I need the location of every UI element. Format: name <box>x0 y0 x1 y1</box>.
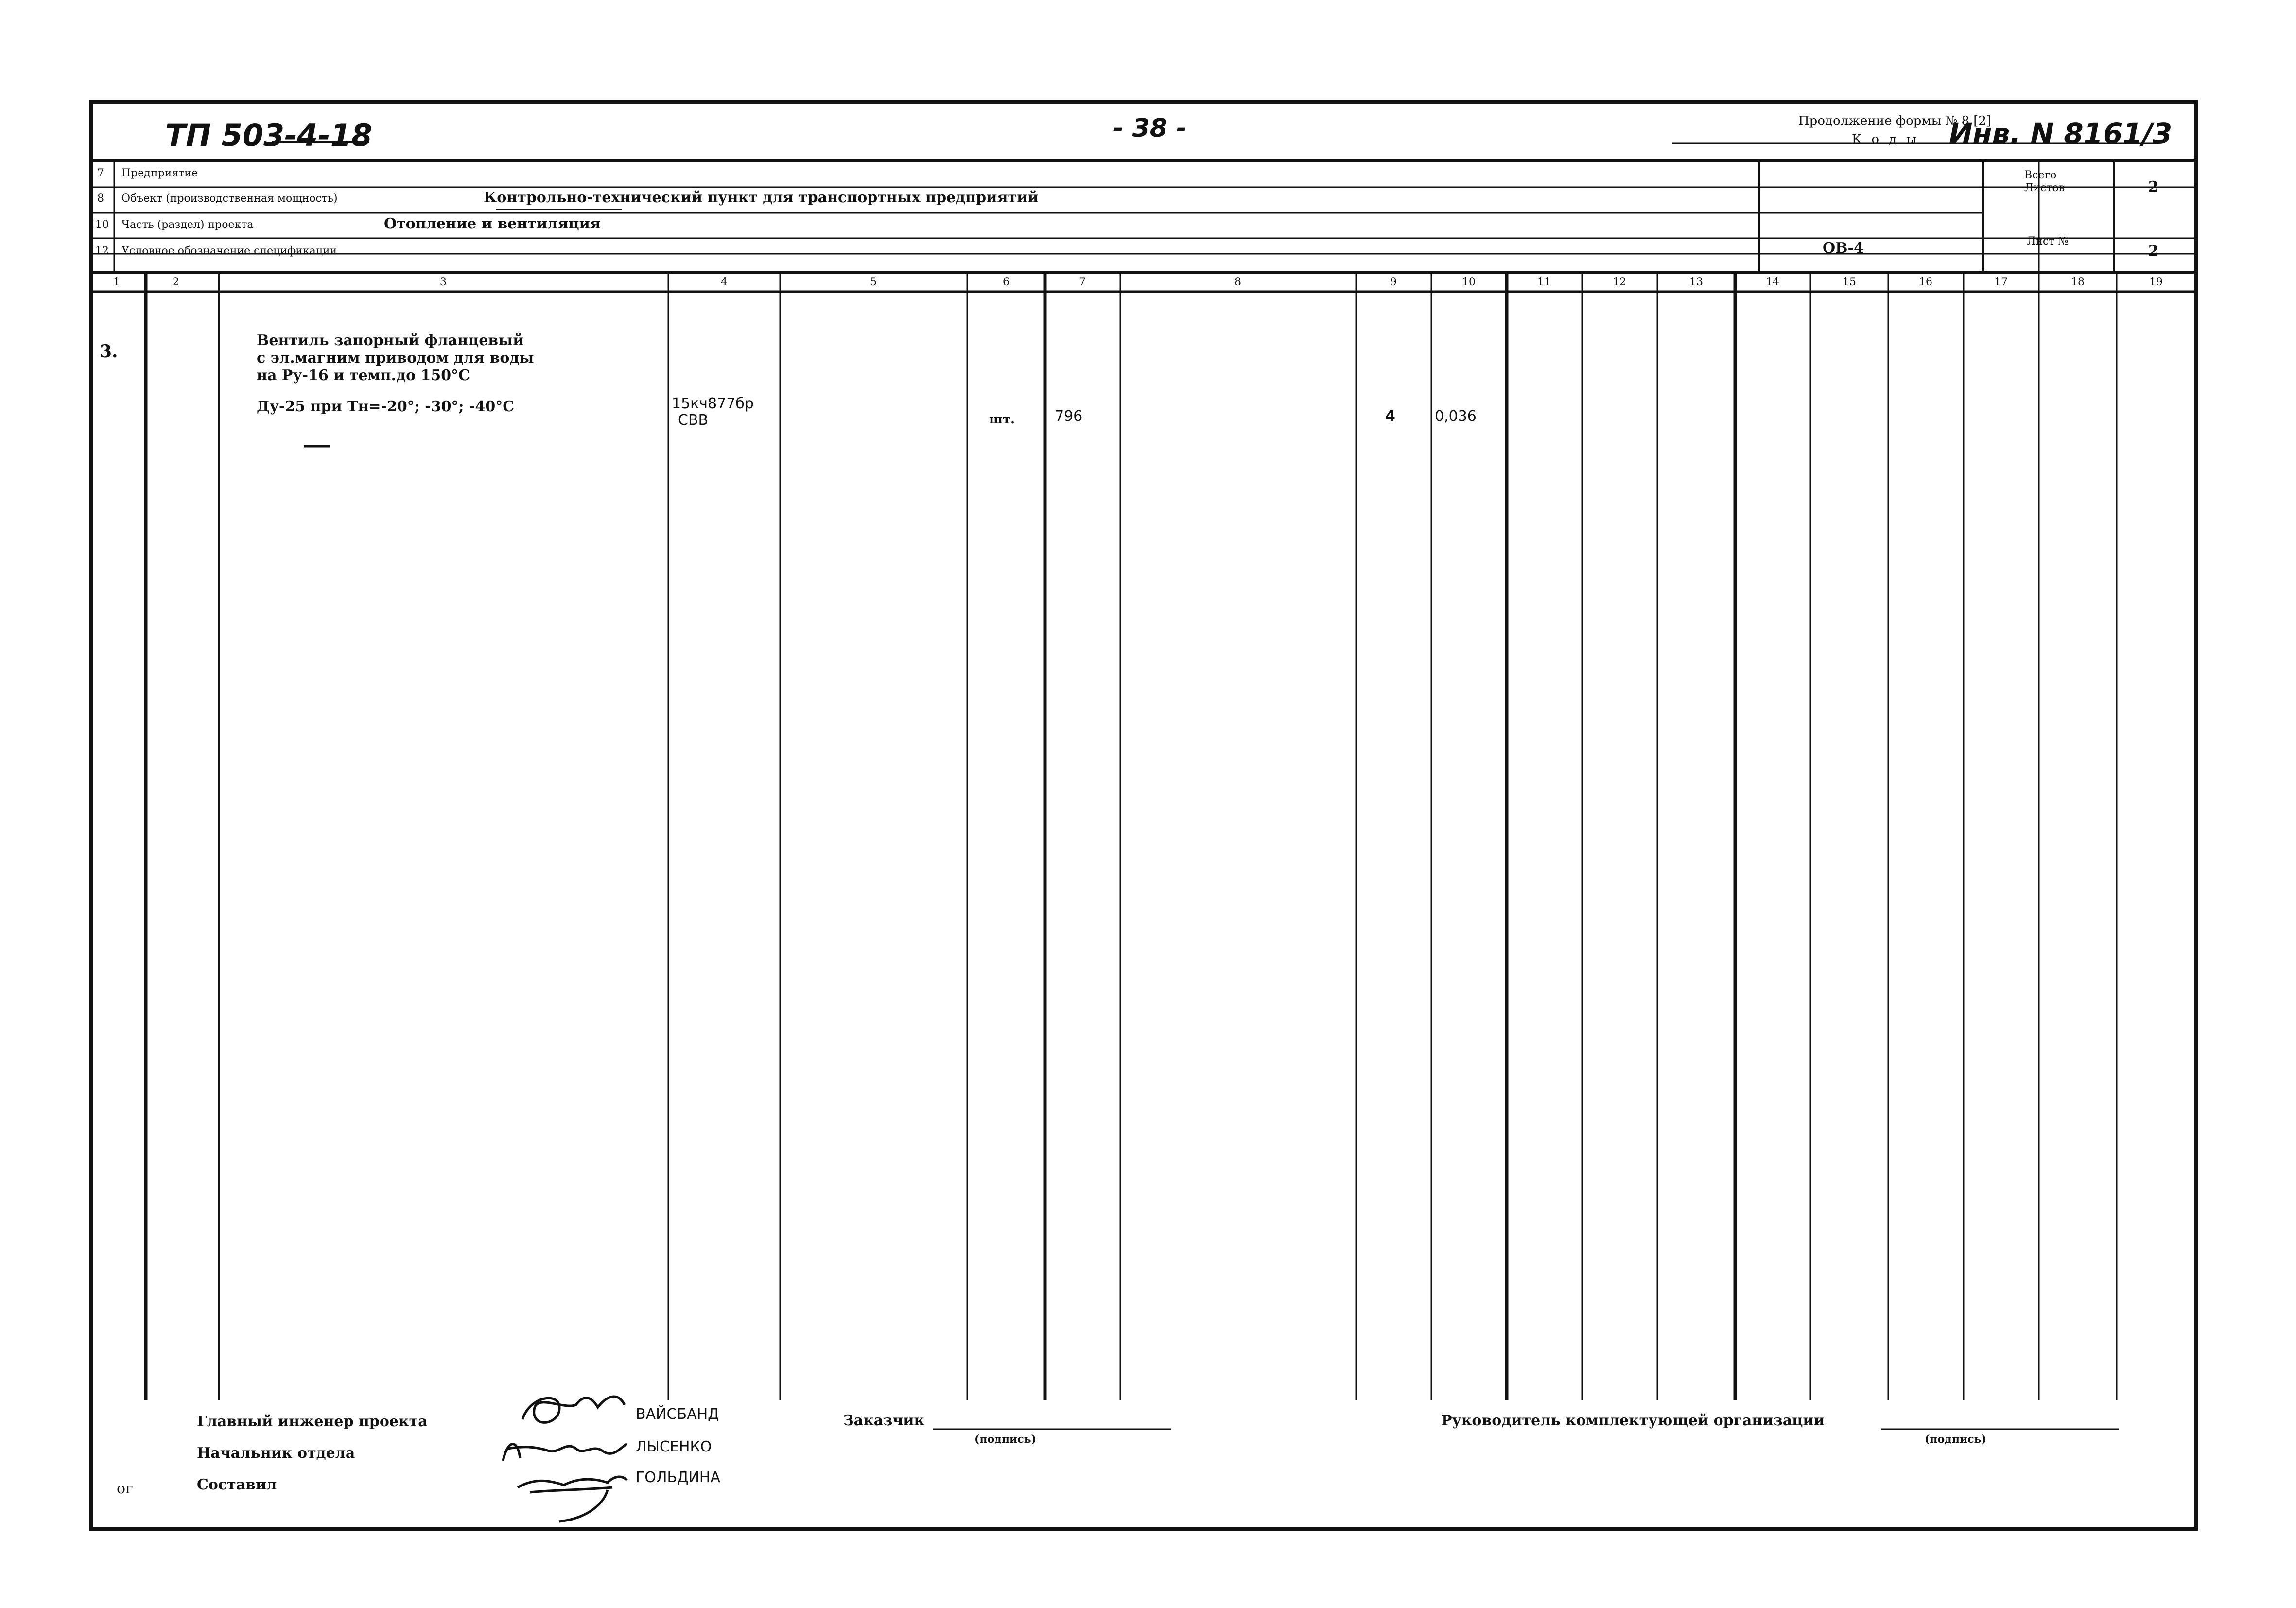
column-number: 2 <box>173 276 179 288</box>
column-number: 13 <box>1689 276 1703 288</box>
chief-engineer-name: ВАЙСБАНД <box>636 1406 719 1423</box>
supplier-label: Руководитель комплектующей организации <box>1441 1412 1825 1429</box>
compiled-by-name: ГОЛЬДИНА <box>636 1469 721 1486</box>
row-number-10: 10 <box>95 219 109 231</box>
item-type-line: 15кч877бр <box>672 395 754 412</box>
spec-designation-label: Условное обозначение спецификации <box>122 245 337 257</box>
item-unit-code: 796 <box>1055 408 1083 425</box>
column-number: 17 <box>1994 276 2008 288</box>
inventory-number: Инв. N 8161/3 <box>1949 117 2173 150</box>
column-number: 1 <box>113 276 120 288</box>
column-number: 14 <box>1766 276 1779 288</box>
row-position: 3. <box>100 341 118 362</box>
column-number: 12 <box>1613 276 1626 288</box>
codes-label: К о д ы <box>1852 132 1920 147</box>
supplier-signature-caption: (подпись) <box>1925 1433 1987 1446</box>
object-value: Контрольно-технический пункт для транспортных предприятий <box>484 189 1039 206</box>
form-note: Продолжение формы № 8 [2] <box>1798 114 1992 128</box>
column-number: 6 <box>1003 276 1009 288</box>
item-name-line: Вентиль запорный фланцевый <box>257 332 524 349</box>
object-label: Объект (производственная мощность) <box>122 192 338 205</box>
column-number: 15 <box>1843 276 1856 288</box>
project-part-value: Отопление и вентиляция <box>384 215 601 232</box>
item-unit: шт. <box>989 412 1015 427</box>
column-number: 18 <box>2071 276 2085 288</box>
customer-label: Заказчик <box>843 1412 925 1429</box>
customer-signature-caption: (подпись) <box>974 1433 1037 1446</box>
column-number: 7 <box>1079 276 1086 288</box>
sheet-number-label: Лист № <box>2027 235 2069 247</box>
column-number: 16 <box>1919 276 1932 288</box>
doc-code: ТП 503-4-18 <box>165 118 373 153</box>
column-number: 11 <box>1537 276 1551 288</box>
page-number: - 38 - <box>1113 114 1187 143</box>
column-number: 19 <box>2149 276 2163 288</box>
project-part-label: Часть (раздел) проекта <box>122 219 254 231</box>
total-sheets-value: 2 <box>2148 178 2158 195</box>
signature-compiler <box>518 1477 627 1521</box>
margin-mark: ог <box>117 1480 133 1497</box>
signature-dept-head <box>503 1444 627 1461</box>
column-number: 8 <box>1235 276 1241 288</box>
item-name-line: с эл.магним приводом для воды <box>257 350 534 367</box>
column-number: 9 <box>1390 276 1397 288</box>
compiled-by-label: Составил <box>197 1476 277 1493</box>
item-name-line: Ду-25 при Тн=-20°; -30°; -40°С <box>257 398 515 415</box>
dept-head-label: Начальник отдела <box>197 1445 355 1462</box>
column-number: 5 <box>870 276 877 288</box>
row-number-8: 8 <box>97 192 104 205</box>
row-number-7: 7 <box>97 167 104 179</box>
enterprise-label: Предприятие <box>122 167 198 179</box>
column-number: 4 <box>721 276 728 288</box>
signature-chief-engineer <box>522 1397 625 1422</box>
sheet-number-value: 2 <box>2148 243 2158 260</box>
code-value: ОВ-4 <box>1823 240 1864 257</box>
item-name-line: на Ру-16 и темп.до 150°С <box>257 367 470 384</box>
row-number-12: 12 <box>95 245 109 257</box>
column-number: 10 <box>1462 276 1476 288</box>
column-number: 3 <box>440 276 447 288</box>
dept-head-name: ЛЫСЕНКО <box>636 1438 712 1455</box>
total-sheets-label: Всего Листов <box>2024 169 2065 194</box>
chief-engineer-label: Главный инженер проекта <box>197 1413 428 1430</box>
item-type-line: СВВ <box>678 412 709 429</box>
item-mass: 0,036 <box>1435 408 1477 425</box>
item-quantity: 4 <box>1385 408 1395 425</box>
